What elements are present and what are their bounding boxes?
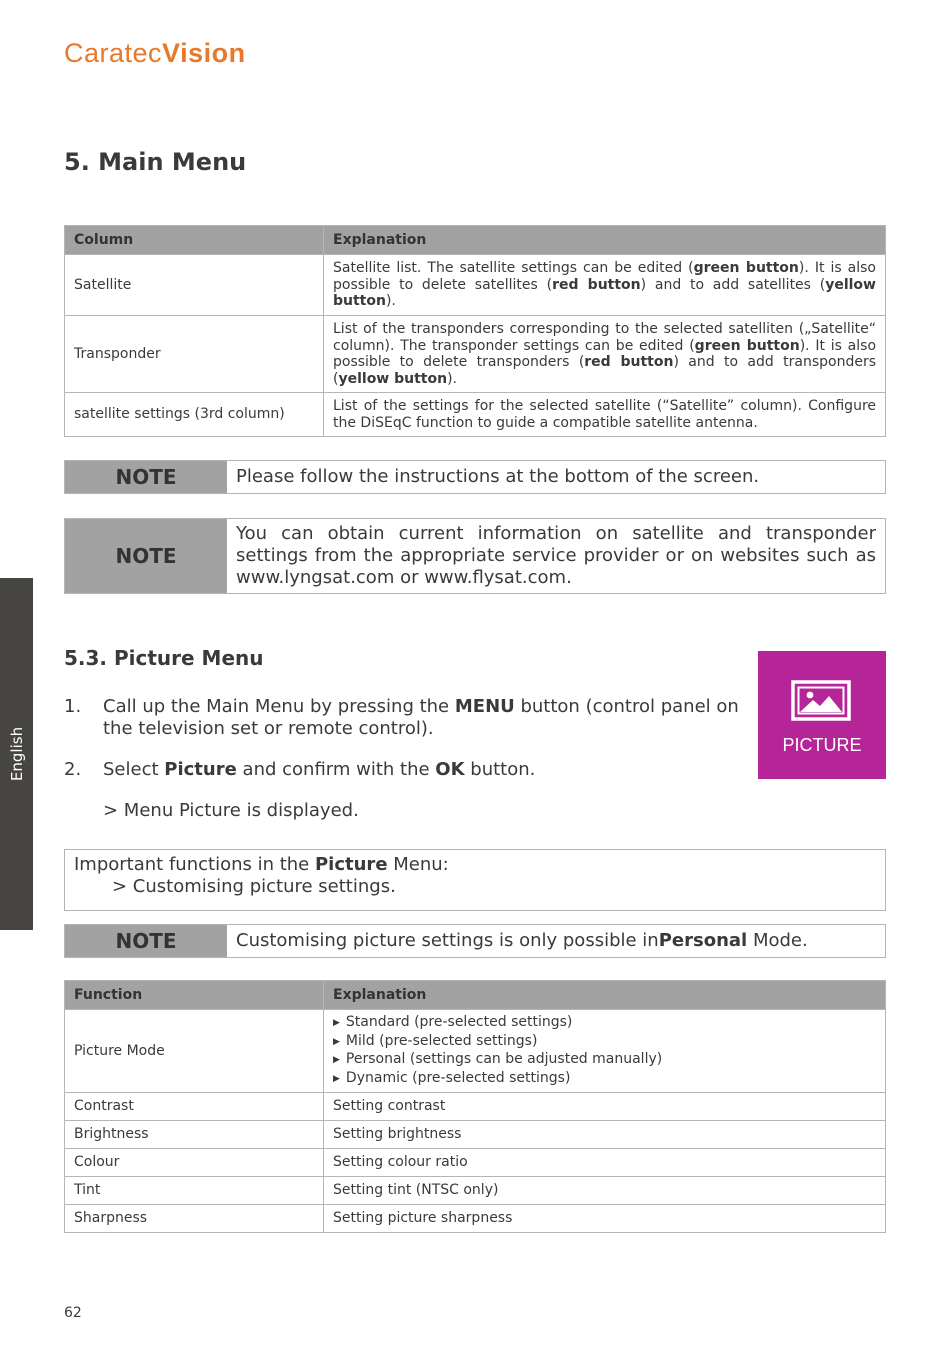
page-number: 62 [64, 1305, 82, 1321]
table-row [65, 316, 886, 393]
step-item [64, 759, 744, 781]
picture-icon [758, 651, 886, 779]
picture-tile-label: PICTURE [782, 735, 862, 755]
table-cell-explanation: Setting colour ratio [324, 1149, 886, 1177]
functions-heading: Important functions in the Picture Menu: [74, 854, 449, 875]
table-header-cell: Explanation [324, 981, 886, 1010]
list-item: ▶ Personal (settings can be adjusted manually) [333, 1051, 876, 1070]
table-cell-function: Brightness [65, 1121, 324, 1149]
note-label: NOTE [65, 519, 227, 593]
table-row [65, 255, 886, 316]
table-row [65, 1205, 886, 1233]
note-text: Customising picture settings is only possible in Personal Mode. [236, 930, 808, 951]
note-label: NOTE [65, 461, 227, 493]
section-title: 5. Main Menu [64, 148, 247, 176]
brand-logo [64, 38, 246, 69]
brand-name-part1: Caratec [64, 38, 163, 68]
brand-name-part2: Vision [162, 38, 246, 68]
table-cell-explanation: Satellite list. The satellite settings can be edited (green button). It is also possible to delete satellites (red button) and to add satellites (yellow button). [324, 255, 886, 316]
language-sidebar-tab [0, 578, 33, 930]
note-box-personal-mode [64, 924, 886, 958]
table-cell-explanation: Setting picture sharpness [324, 1205, 886, 1233]
table-cell-explanation [324, 1010, 886, 1093]
instruction-steps [64, 696, 744, 822]
table-cell-explanation: Setting contrast [324, 1093, 886, 1121]
step-text: Select Picture and confirm with the OK button. [103, 759, 536, 780]
note-label: NOTE [65, 925, 227, 957]
step-number: 1. [64, 696, 82, 717]
step-number: 2. [64, 759, 82, 780]
table-row [65, 1177, 886, 1205]
table-cell-function: Picture Mode [65, 1010, 324, 1093]
table-row [65, 1093, 886, 1121]
table-header-cell: Explanation [324, 226, 886, 255]
table-cell-function: Sharpness [65, 1205, 324, 1233]
table-cell-explanation: Setting tint (NTSC only) [324, 1177, 886, 1205]
table-row [65, 1149, 886, 1177]
list-item: ▶ Dynamic (pre-selected settings) [333, 1070, 876, 1089]
step-result: > Menu Picture is displayed. [103, 800, 359, 821]
table-header-row [65, 226, 886, 255]
table-cell-column: Transponder [65, 316, 324, 393]
subsection-title: 5.3. Picture Menu [64, 646, 264, 670]
list-item: ▶ Mild (pre-selected settings) [333, 1033, 876, 1052]
step-item [64, 696, 744, 740]
table-header-cell: Column [65, 226, 324, 255]
note-text: Please follow the instructions at the bottom of the screen. [236, 466, 760, 487]
table-cell-explanation: Setting brightness [324, 1121, 886, 1149]
important-functions-box [64, 849, 886, 911]
table-cell-function: Contrast [65, 1093, 324, 1121]
note-box-instructions [64, 460, 886, 494]
table-row [65, 1121, 886, 1149]
table-cell-explanation: List of the settings for the selected satellite (“Satellite” column). Configure the DiSEqC function to guide a compatible satellite antenna. [324, 393, 886, 437]
picture-menu-tile [758, 651, 886, 779]
table-row [65, 1010, 886, 1093]
satellite-columns-table [64, 225, 886, 437]
table-cell-function: Colour [65, 1149, 324, 1177]
table-header-cell: Function [65, 981, 324, 1010]
table-cell-function: Tint [65, 1177, 324, 1205]
sidebar-label: English [7, 726, 26, 782]
table-header-row [65, 981, 886, 1010]
list-item: ▶ Standard (pre-selected settings) [333, 1014, 876, 1033]
picture-functions-table [64, 980, 886, 1233]
note-box-info-sources [64, 518, 886, 594]
step-text: Call up the Main Menu by pressing the MENU button (control panel on the television set or remote control). [103, 696, 739, 739]
table-cell-explanation: List of the transponders corresponding to the selected satelliten („Satellite“ column). The transponder settings can be edited (green button). It is also possible to delete transponders (red button) and to add transponders (yellow button). [324, 316, 886, 393]
note-text: You can obtain current information on satellite and transponder settings from the appropriate service provider or on websites such as www.lyngsat.com or www.flysat.com. [236, 523, 876, 588]
table-cell-column: satellite settings (3rd column) [65, 393, 324, 437]
table-cell-column: Satellite [65, 255, 324, 316]
functions-item: > Customising picture settings. [112, 876, 396, 897]
table-row [65, 393, 886, 437]
